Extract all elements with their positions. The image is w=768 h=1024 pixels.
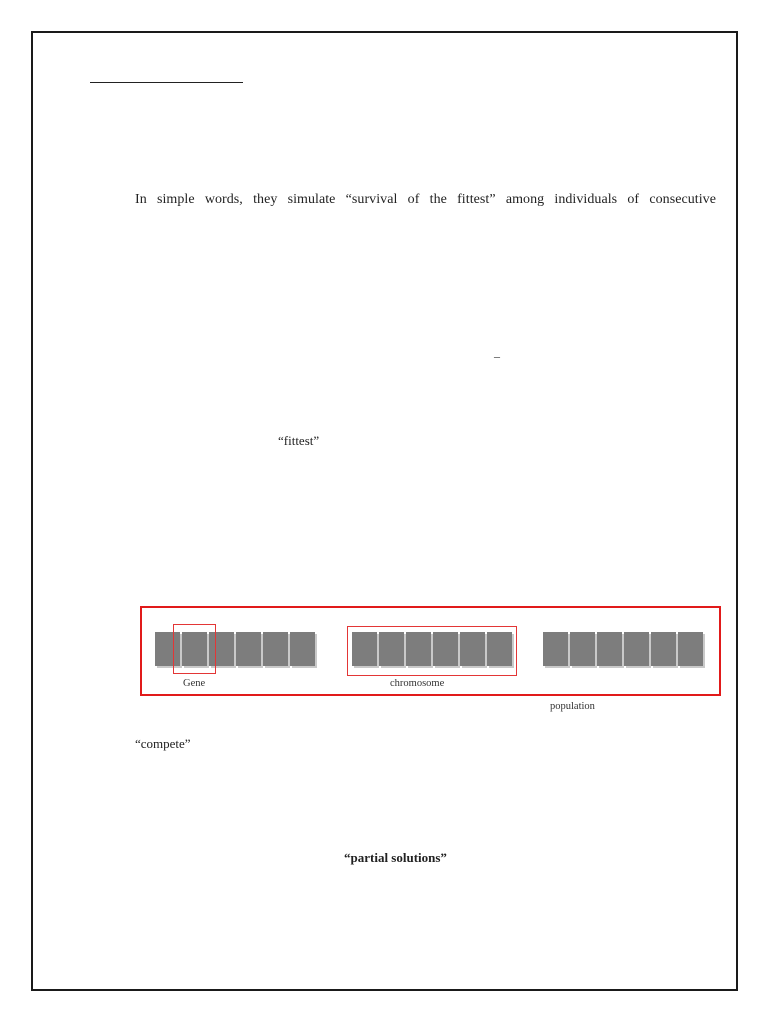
gene-box <box>263 632 288 666</box>
gene-box <box>570 632 595 666</box>
stray-dash: – <box>494 349 500 363</box>
chromosome-highlight <box>347 626 517 676</box>
chromosome-label: chromosome <box>390 678 445 689</box>
gene-box <box>597 632 622 666</box>
gene-box <box>543 632 568 666</box>
compete-quote: “compete” <box>135 736 191 751</box>
gene-box <box>236 632 261 666</box>
gene-box <box>290 632 315 666</box>
intro-paragraph-line: In simple words, they simulate “survival of the fittest” among individuals of consecutive <box>135 192 716 207</box>
gene-highlight <box>173 624 216 674</box>
gene-box <box>651 632 676 666</box>
population-label: population <box>550 701 595 712</box>
fittest-quote: “fittest” <box>278 433 320 448</box>
gene-label: Gene <box>183 678 206 689</box>
partial-solutions-quote: “partial solutions” <box>344 850 447 865</box>
gene-box <box>624 632 649 666</box>
page-frame <box>31 31 738 991</box>
gene-strip-3 <box>543 632 704 668</box>
gene-box <box>678 632 703 666</box>
header-rule <box>90 82 243 83</box>
